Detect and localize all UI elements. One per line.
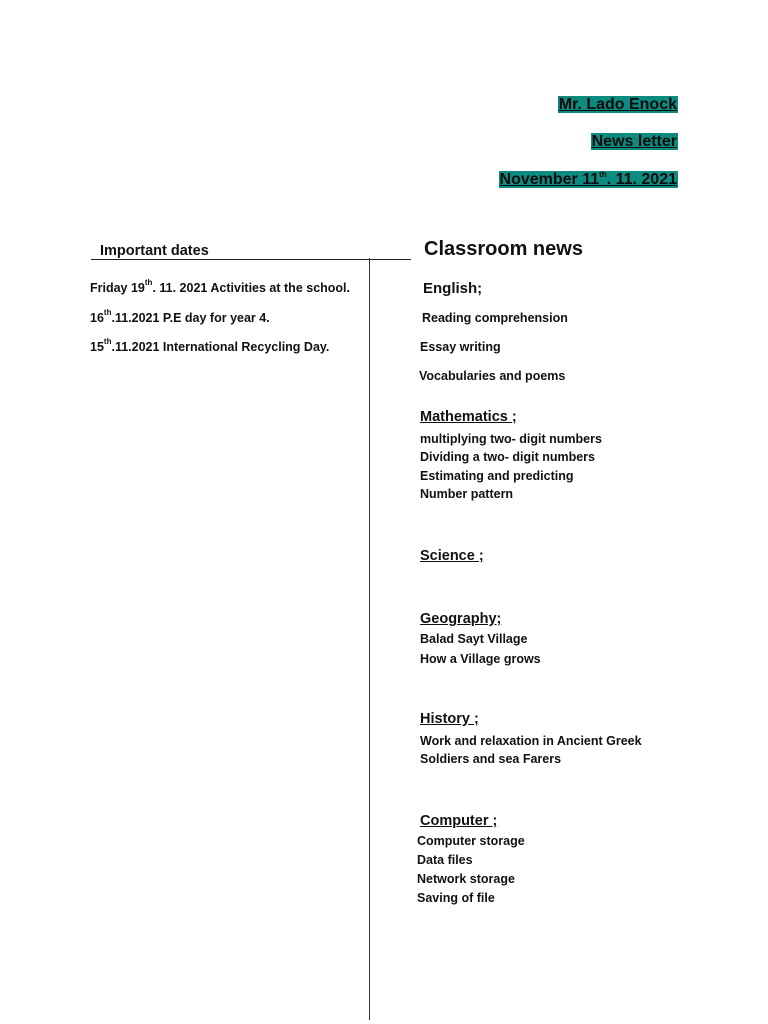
list-item: Data files [417, 853, 473, 867]
list-item: Essay writing [420, 340, 501, 354]
science-title: Science ; [420, 548, 484, 564]
list-item: Saving of file [417, 891, 495, 905]
history-title: History ; [420, 711, 479, 727]
classroom-news-heading: Classroom news [424, 238, 583, 260]
english-title: English; [423, 280, 483, 297]
mathematics-title: Mathematics ; [420, 409, 517, 425]
list-item: Soldiers and sea Farers [420, 752, 562, 766]
important-date-item: Friday 19th. 11. 2021 Activities at the school. [90, 278, 350, 295]
newsletter-title: News letter [591, 133, 677, 150]
list-item: Balad Sayt Village [420, 632, 528, 646]
list-item: Vocabularies and poems [419, 369, 566, 383]
list-item: multiplying two- digit numbers [420, 432, 602, 446]
list-item: Network storage [417, 872, 515, 886]
list-item: Work and relaxation in Ancient Greek [420, 734, 642, 748]
important-date-item: 16th.11.2021 P.E day for year 4. [90, 308, 270, 325]
list-item: Estimating and predicting [420, 469, 574, 483]
list-item: Number pattern [420, 487, 514, 501]
important-dates-heading: Important dates [100, 243, 209, 259]
list-item: Dividing a two- digit numbers [420, 450, 595, 464]
computer-title: Computer ; [420, 813, 498, 829]
important-date-item: 15th.11.2021 International Recycling Day. [90, 337, 330, 354]
geography-title: Geography; [420, 611, 502, 627]
teacher-name: Mr. Lado Enock [558, 96, 677, 113]
list-item: Reading comprehension [422, 311, 568, 325]
list-item: Computer storage [417, 834, 525, 848]
heading-underline [91, 259, 411, 260]
newsletter-date: November 11th. 11. 2021 [499, 170, 677, 188]
list-item: How a Village grows [420, 652, 541, 666]
column-divider [369, 258, 370, 1020]
